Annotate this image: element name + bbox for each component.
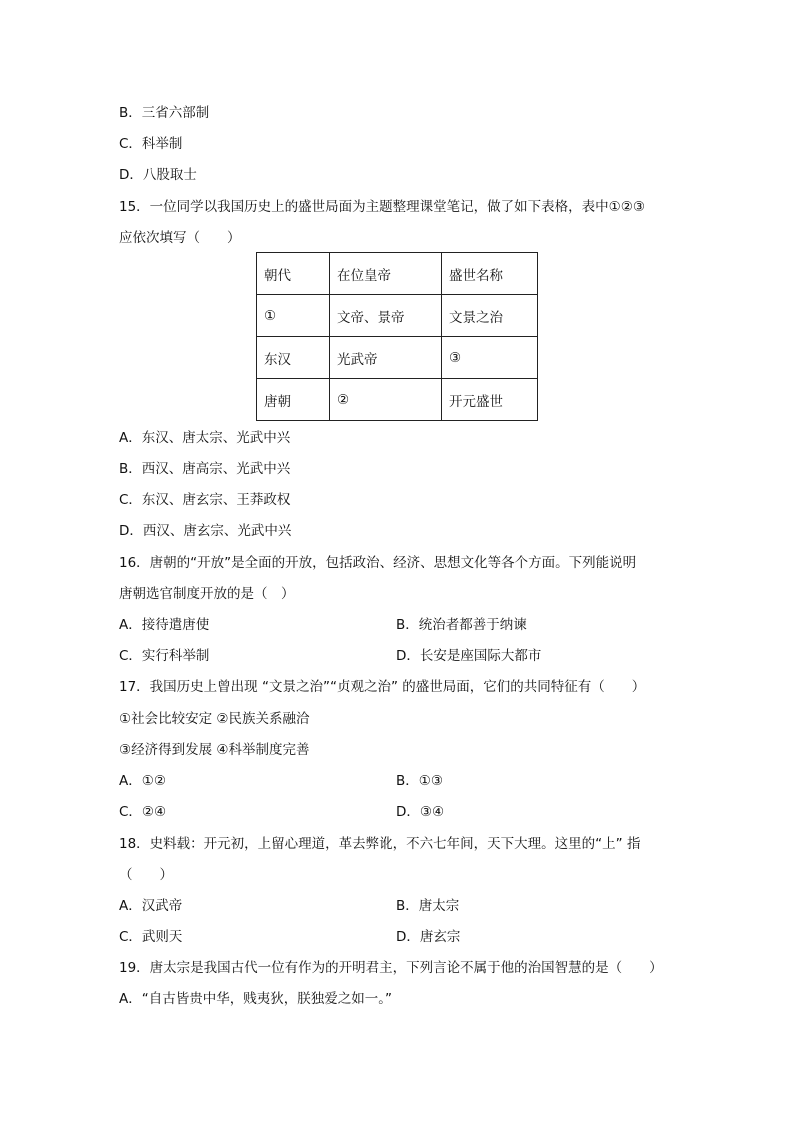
table-header-cell: 在位皇帝 <box>330 253 442 295</box>
table-row <box>257 337 538 379</box>
table-cell: 开元盛世 <box>442 379 538 421</box>
table-cell: 唐朝 <box>257 379 330 421</box>
q14-option-b: B．三省六部制 <box>119 105 210 121</box>
table-cell: 文景之治 <box>442 295 538 337</box>
q18-option-a: A．汉武帝 <box>119 898 183 914</box>
q18-stem-line2: （ ） <box>119 867 173 883</box>
q18-option-c: C．武则天 <box>119 929 183 945</box>
q17-stem: 17．我国历史上曾出现 “文景之治”“贞观之治” 的盛世局面，它们的共同特征有（ ） <box>119 679 646 695</box>
q17-items-line2: ③经济得到发展 ④科举制度完善 <box>119 742 310 758</box>
q15-stem-line1: 15．一位同学以我国历史上的盛世局面为主题整理课堂笔记，做了如下表格，表中①②③ <box>119 199 645 215</box>
table-header-cell: 盛世名称 <box>442 253 538 295</box>
q17-option-b: B．①③ <box>396 773 443 789</box>
table-header-cell: 朝代 <box>257 253 330 295</box>
table-header-row <box>257 253 538 295</box>
q14-option-c: C．科举制 <box>119 136 183 152</box>
q15-option-c: C．东汉、唐玄宗、王莽政权 <box>119 492 291 508</box>
table-cell: ② <box>330 379 442 421</box>
q17-option-d: D．③④ <box>396 804 445 820</box>
q17-items-line1: ①社会比较安定 ②民族关系融洽 <box>119 711 310 727</box>
q18-option-b: B．唐太宗 <box>396 898 460 914</box>
q16-stem-line2: 唐朝选官制度开放的是（ ） <box>119 586 295 602</box>
q14-option-d: D．八股取士 <box>119 167 197 183</box>
q16-option-c: C．实行科举制 <box>119 648 210 664</box>
table-row <box>257 295 538 337</box>
q16-option-a: A．接待遣唐使 <box>119 617 210 633</box>
q19-option-a: A．“自古皆贵中华，贱夷狄，朕独爱之如一。” <box>119 991 392 1007</box>
table-cell: 文帝、景帝 <box>330 295 442 337</box>
table-cell: ③ <box>442 337 538 379</box>
table-cell: ① <box>257 295 330 337</box>
q16-option-d: D．长安是座国际大都市 <box>396 648 542 664</box>
q15-table <box>256 252 538 421</box>
q16-stem-line1: 16．唐朝的“开放”是全面的开放，包括政治、经济、思想文化等各个方面。下列能说明 <box>119 555 637 571</box>
table-cell: 东汉 <box>257 337 330 379</box>
q17-option-c: C．②④ <box>119 804 167 820</box>
q16-option-b: B．统治者都善于纳谏 <box>396 617 527 633</box>
q19-stem: 19．唐太宗是我国古代一位有作为的开明君主，下列言论不属于他的治国智慧的是（ ） <box>119 960 663 976</box>
q17-option-a: A．①② <box>119 773 166 789</box>
q18-stem-line1: 18．史料载：开元初，上留心理道，革去弊讹，不六七年间，天下大理。这里的“上” 指 <box>119 836 641 852</box>
table-cell: 光武帝 <box>330 337 442 379</box>
table-row <box>257 379 538 421</box>
q18-option-d: D．唐玄宗 <box>396 929 461 945</box>
q15-stem-line2: 应依次填写（ ） <box>119 230 241 246</box>
q15-option-a: A．东汉、唐太宗、光武中兴 <box>119 430 291 446</box>
q15-option-b: B．西汉、唐高宗、光武中兴 <box>119 461 291 477</box>
q15-option-d: D．西汉、唐玄宗、光武中兴 <box>119 523 292 539</box>
